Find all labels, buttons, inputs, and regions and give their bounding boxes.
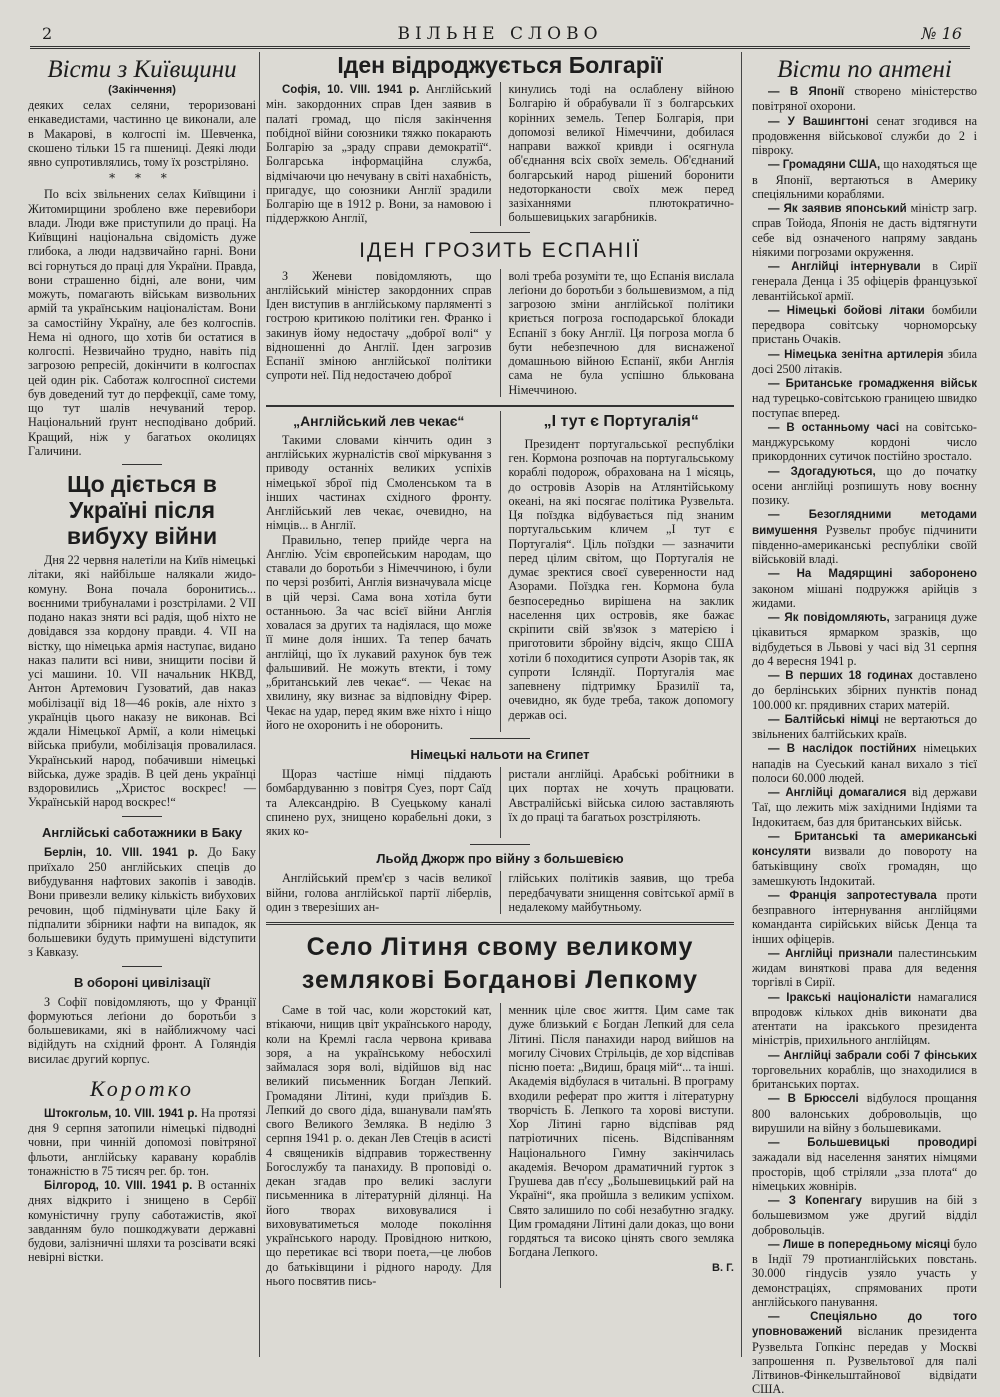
divider	[266, 405, 734, 407]
article-egypt	[266, 747, 734, 838]
dateline: Берлін, 10. VIII. 1941 р.	[44, 846, 198, 859]
article-text: З Женеви повідомляють, що англійський міністер закордонних справ Іден виступив в англійському парляменті з гострою критикою політики ген. Франко і закинув йому недостачу „доброї волі“ у відношенні до Англії. Іден загрозив Еспанії зміною англійської політики супроти неї. Під недостачею доброї	[266, 268, 492, 383]
news-item: — Іракські націоналісти намагалися впродовж кількох днів виконати два атентати на іракського президента міністрів, прихильного англійцям.	[752, 989, 977, 1048]
news-item: — Большевицькі проводирі зажадали від населення занятих німцями просторів, щоб стріляли „зза плота“ до німецьких жовнірів.	[752, 1137, 977, 1193]
news-item: — В Брюсселі відбулося прощання 800 валонських добровольців, що вирушили на війну з большевиками.	[752, 1091, 977, 1135]
article-title: Іден відроджується Болгарії	[337, 52, 663, 78]
section-short	[28, 1076, 256, 1265]
news-list	[752, 84, 977, 1397]
left-column	[28, 52, 256, 1357]
issue-number: № 16	[921, 24, 962, 43]
news-item: — Англійці інтернували в Сирії генерала Денца і 35 офіцерів французької левантійської армії.	[752, 259, 977, 303]
column-divider	[741, 52, 742, 1357]
article-text: ристали англійці. Арабські робітники в цих портах не хочуть працювати. Австралійські війська силою заставляють їх до праці та багатьох розстріляють.	[508, 767, 734, 824]
article-title: Англійські саботажники в Баку	[41, 824, 243, 840]
news-item: — Безоглядними методами вимушення Рузвельт пробує підчинити південно-американські республіки своїй військовій владі.	[752, 509, 977, 566]
news-item: — Англійці домагалися від держави Таї, що лежить між західними Індіями та Індокитаєм, баз для британських військ.	[752, 785, 977, 829]
news-item: — На Мадярщині заборонено законом мішані подружжя арійців з жидами.	[752, 568, 977, 610]
article-lepky	[266, 931, 734, 1288]
article-eden-bulgaria	[266, 52, 734, 226]
article-text: кинулись тоді на ослаблену війною Болгарію й обрабували її з болгарських корінних земель. Тепер Болгарія, при допомозі великої Німеччини, добилася направи важкої кривди і осягнула об'єднання всіх своїх земель. Об'єднаний болгарський народ рішений боронити недоторканости своїх меж перед зазіханнями плютократично-большевицьких загарбників.	[508, 82, 734, 225]
article-text: Англійський прем'єр з часів великої війни, голова англійської партії ліберлів, один з тверезіших ан-	[266, 871, 492, 914]
news-item: — Як заявив японський міністр загр. справ Тойода, Японія не дасть відтягнути себе від означеного напряму завдань ніякими погрозами окруження.	[752, 201, 977, 259]
article-text: волі треба розуміти те, що Еспанія вислала леґіони до боротьби з большевизмом, а під загрозою зміни англійської політики криється погроза господарської блокади Еспанії з боку Англії. Ця погроза могла б бути небезпечною для виснаженої домашньою війною Еспанії, якби Англія сама не була успішно блькована Німеччиною.	[508, 268, 734, 397]
dateline: Штокгольм, 10. VIII. 1941 р.	[44, 1107, 198, 1120]
news-item: — Англійці забрали собі 7 фінських торговельних кораблів, що знаходилися в британських портах.	[752, 1049, 977, 1091]
section-title: Вісти по антені	[777, 56, 952, 83]
article-lloyd-george	[266, 851, 734, 914]
article-text: З Софії повідомляють, що у Франції формуються леґіони до боротьби з большевиками, які в найближчому часі відійдуть на східний фронт. А Голяндія висилає другий корпус.	[28, 994, 256, 1066]
article-text: Президент португальської республіки ген. Кормона розпочав на португальському кораблі подорож, обрахована на 1 місяць, до островів Азорів на Атлянтійському океані, на які посягає політика Рузвельта. Ця поїздка відбувається під знаним португальським кличем „І тут є Португалія“. Ціль поїздки — зазначити перед цілим світом, що Португалія не думає зректися своєї суверенности над Азорами. Поїздка ген. Кормона була безпосередньо вирішена на заклик населення цих островів, яке бажає скріпити свій зв'язок з матерією і приготовити збройну відсіч, якщо США хотіли б походитися супроти Азорів так, як супроти Ісляндії. Португалія має запевнену підтримку Бразилії та, очевидно, як буде треба, також допомогу держав осі.	[508, 436, 734, 722]
news-item: — Британські та американські консуляти визвали до повороту на батьківщину своїх громадян, що замешкують Індокитай.	[752, 830, 977, 888]
article-title: Німецькі нальоти на Єгипет	[410, 747, 590, 762]
article-baku	[28, 825, 256, 960]
dateline: Софія, 10. VIII. 1941 р.	[282, 84, 420, 96]
page-header	[30, 18, 970, 49]
page-number: 2	[42, 24, 53, 43]
article-text: Щораз частіше німці піддають бомбардуванню з повітря Суез, порт Саїд та Александрію. В Суецькому каналі спинено рух, знищено корабельні доки, з яких ко-	[266, 767, 492, 838]
article-text: На протязі дня 9 серпня затопили німецькі підводні човни, при чинній допомозі повітряної фльоти, англійську каравану кораблів тонажністю в 75 тисяч рег. бр. тон.	[28, 1105, 256, 1178]
article-title: Що діється в Україні після вибуху війни	[66, 471, 218, 549]
news-item: — Здогадуються, що до початку осени англійці розпишуть нову воєнну позику.	[752, 463, 977, 507]
article-title: Льойд Джорж про війну з большевією	[376, 851, 624, 867]
news-item: — Німецькі бойові літаки бомбили передвора совітську чорноморську пристань Очаків.	[752, 302, 978, 347]
article-text: менник ціле своє життя. Цим саме так дуже близький є Богдан Лепкий для села Літині. Після панахиди народ вийшов на могилу Січових Стрільців, де хор відспівав пісню поета: „Видиш, браця мій“... та інші. Академія відбулася в читальні. В програму входили реферат про життя і літературну творчість Б. Лепкого та хорові виступи. Хор Літині гарно відспівав ряд патріотичних пісень. Відспіванням Національного Гимну закінчилась академія. Вечором драматичний гурток з Грушева дав п'єсу „Большевицький рай на Україні“, яка пройшла з великим успіхом. Свято залишило по собі незабутню згадку. Цим громадяни Літині дали доказ, що вони гордяться та високо цінять свого земляка Богдана Лепкого.	[508, 1003, 734, 1260]
article-kyiv	[28, 56, 256, 458]
divider	[470, 844, 530, 845]
article-text: В останніх днях відкрито і знищено в Сербії комуністичну групу саботажистів, якої завданням було пошкоджувати державні будови, залізничні шляхи та розсівати всякі невірні вістки.	[28, 1178, 256, 1265]
article-title: Село Літиня свому великому землякові Богданові Лепкому	[301, 933, 699, 994]
article-title: Вісти з Київщини	[47, 56, 237, 83]
news-item: — Британське громадження військ над турецько-совітською границею швидко поступає вперед.	[752, 378, 977, 420]
middle-column	[266, 52, 734, 1362]
divider	[122, 966, 162, 967]
article-title: В обороні цивілізації	[73, 974, 211, 990]
divider	[122, 816, 162, 817]
article-text: деяких селах селяни, тероризовані енкаведистами, частинно це виконали, але в Макарові, в колгоспі ім. Шевченка, скошено тільки 15 га пшениці. Деякі люди явно супротивлялись, тому їх розстріляно.	[28, 98, 256, 169]
article-subtitle: (Закінчення)	[108, 84, 176, 96]
news-item: — Німецька зенітна артилерія збила досі 2500 літаків.	[752, 346, 977, 376]
newspaper-title: ВІЛЬНЕ СЛОВО	[397, 24, 603, 44]
article-text: До Баку приїхало 250 англійських спеців до вибудування нафтових закопів і заводів. Вони привезли велику кількість вибухових речовин, щоб підмінувати ціле Баку й підпалити збірники нафти на випадок, як большевики будуть примушені відступити з Кавказу.	[28, 844, 256, 960]
dateline: Білгород, 10. VIII. 1941 р.	[44, 1180, 193, 1192]
articles-lion-portugal	[266, 411, 734, 732]
article-text: Англійський мін. закордонних справ Іден заявив в палаті громад, що після закінчення побідної війни союзники тяжко покарають Болгарію за „зраду справи демократії“. Болгарська інформаційна служба, відмічаючи цю нечувану в світі нахабність, пригадує, що союзники Англії зрадили Болгарію ще в 1912 р. Вони, за намовою і піддержкою Англії,	[266, 82, 492, 226]
news-item: — З Копенгагу вирушив на бій з большевизмом уже другий відділ добровольців.	[752, 1193, 977, 1237]
right-column	[752, 52, 978, 1397]
article-text: Такими словами кінчить один з англійських журналістів свої міркування з приводу останніх великих успіхів німецької зброї під Смоленськом та в інших частинах східного фронту. Англійський лев чекає, очевидно, на німців... в Англії.	[266, 432, 492, 533]
article-text: Дня 22 червня налетіли на Київ німецькі літаки, які найбільше налякали жидо-комуну. Вона почала боронитись... воєнними трибуналами і розстрілами. 2 VII подано наказ зняти всі радія, щоб ніхто не довідався зза кордону правди. 4. VII на вістку, що німецька армія наступає, видано наказ палити всі ниви, знищити посіви й усі машини. 10. VII начальник НКВД, Антон Артемович Гузоватий, дав наказ мобілізації від 18—46 років, але ніхто з українців цього наказу не виконав. Всі ждали Німецької Армії, а коли німецькі війська прибули, мобілізація провалилася. Український народ, побачивши німецькі війська, дуже зрадів. В цей день українці вздоровились „Христос воскрес! — Українській народ воскрес!“	[28, 553, 256, 810]
article-lion	[266, 411, 501, 732]
article-portugal	[501, 411, 735, 732]
news-item: — В перших 18 годинах доставлено до берлінських збірних пунктів понад 100.000 кг. прядивних старих матерій.	[752, 668, 977, 712]
news-item: — В наслідок постійних німецьких нападів на Суеський канал вихало з тієї полоси 60.000 людей.	[752, 741, 977, 785]
section-title: Коротко	[89, 1075, 195, 1101]
article-text: По всіх звільнених селах Київщини і Житомирщини зроблено вже перевибори влади. Люди вже приступили до праці. На Київщині національна свідомість дуже глибока, а люди надзвичайно гарні. Вони всі горнуться до праці для України. Правда, вони страшенно бідні, але вони, чим можуть, помагають військам визвольних армій та українським націоналістам. Вони за самостійну Україну, але без колгоспів. Нема ні одного, що хотів би остатися в колгоспі. Незвичайно трудно, навіть під загрозою репресій, докінчити в колгоспах цей один рік. Саботаж колгоспної системи був доведений тут до перфекції, саме тому, що тут шалів нечуваний терор. Національний ґрунт несподівано добрий. Кращий, ніж у багатьох околицях Галичини.	[28, 187, 256, 458]
column-divider	[259, 52, 260, 1357]
article-title: „Англійський лев чекає“	[293, 412, 465, 429]
news-item: — Франція запротестувала проти безправного інтернування англійцями команданта сирійських військ Денца та інших офіцерів.	[752, 887, 977, 946]
divider	[470, 738, 530, 739]
article-text: Саме в той час, коли жорстокий кат, втікаючи, нищив цвіт українського народу, коли на Кремлі гасла червона кривава зоря, а на українському небосхилі займалася зоря волі, відійшов від нас великий письменник Богдан Лепкий. Громадяни Літині, куди приїздив Б. Лепкий до свого діда, вшанували пам'ять свого Великого Земляка. В неділю 3 серпня 1941 р. о. декан Лев Стеців в асисті 4 священиків відправив торжественну Богослужбу та панахиду. В проповіді о. декан згадав про великі заслуги письменника в літературній ділянці. На його творах виховувалися і виховуватиметься молоде покоління українського народу. Провідною ниткою, що перетикає всі твори поета,—це любов до батьківщини і рідного народу. Для нього посвятив пись-	[266, 1003, 492, 1288]
news-item: — Балтійські німці не вертаються до звільнених балтійських країв.	[752, 711, 977, 741]
news-item: — Громадяни США, що находяться ще в Японії, вертаються в Америку спеціяльними кораблями.	[752, 157, 977, 201]
news-item: — В Японії створено міністерство повітряної охорони.	[752, 84, 977, 114]
news-item: — Спеціяльно до того уповноважений вісланик президента Рузвельта Гопкінс передав у Москві запрошення п. Рузвельтової для палі Літвинов-Фінкельштайнової відвідати США.	[752, 1311, 977, 1397]
news-item: — Лише в попередньому місяці було в Індії 79 протианглійських повстань. 30.000 гіндусів узяло участь у демонстраціях, спрямованих проти англійського панування.	[752, 1236, 977, 1309]
news-item: — В останньому часі на совітсько-манджурському кордоні число прикордонних сутичок постійно зростало.	[752, 419, 977, 464]
news-item: — Як повідомляють, заграниця дуже цікавиться ярмарком зразків, що відбудеться в Львові у часі від 31 серпня до 4 вересня 1941 р.	[752, 610, 978, 668]
article-ukraine	[28, 471, 256, 810]
article-civilization	[28, 975, 256, 1066]
news-item: — У Вашингтоні сенат згодився на продовження військової служби до 2 і півроку.	[752, 113, 977, 157]
news-item: — Англійці признали палестинським жидам виняткові права для ведення торгівлі в Сирії.	[752, 945, 977, 990]
divider	[470, 232, 530, 233]
article-eden-spain	[266, 239, 734, 397]
article-title: „І тут є Португалія“	[543, 412, 699, 430]
divider	[266, 922, 734, 925]
separator-stars: * * *	[109, 171, 175, 186]
article-title: ІДЕН ГРОЗИТЬ ЕСПАНІЇ	[359, 238, 641, 262]
divider	[122, 464, 162, 465]
article-text: Правильно, тепер прийде черга на Англію. Усім європейським народам, що ставали до боротьби з Німеччиною, і були по черзі розбиті, Англія визначувала місце в цій черзі. Сама вона хотіла бути останньою. За час всієї війни Англія ховалася за других та надіялася, що може її мине доля інших. Та тепер бачать англійці, що їх лукавий рахунок був теж фальшивий. Не можуть втекти, і тому „британський лев чекає“. — Чекає на хвилину, яку визнає за відповідну Фірер. Чекає на удар, перед яким вже ніхто і ніщо його не охоронить і не оборонить.	[266, 532, 492, 732]
article-text: глійських політиків заявив, що треба передбачувати знищення совітської армії в недалекому майбутньому.	[508, 871, 734, 914]
article-signature: В. Г.	[712, 1261, 734, 1274]
